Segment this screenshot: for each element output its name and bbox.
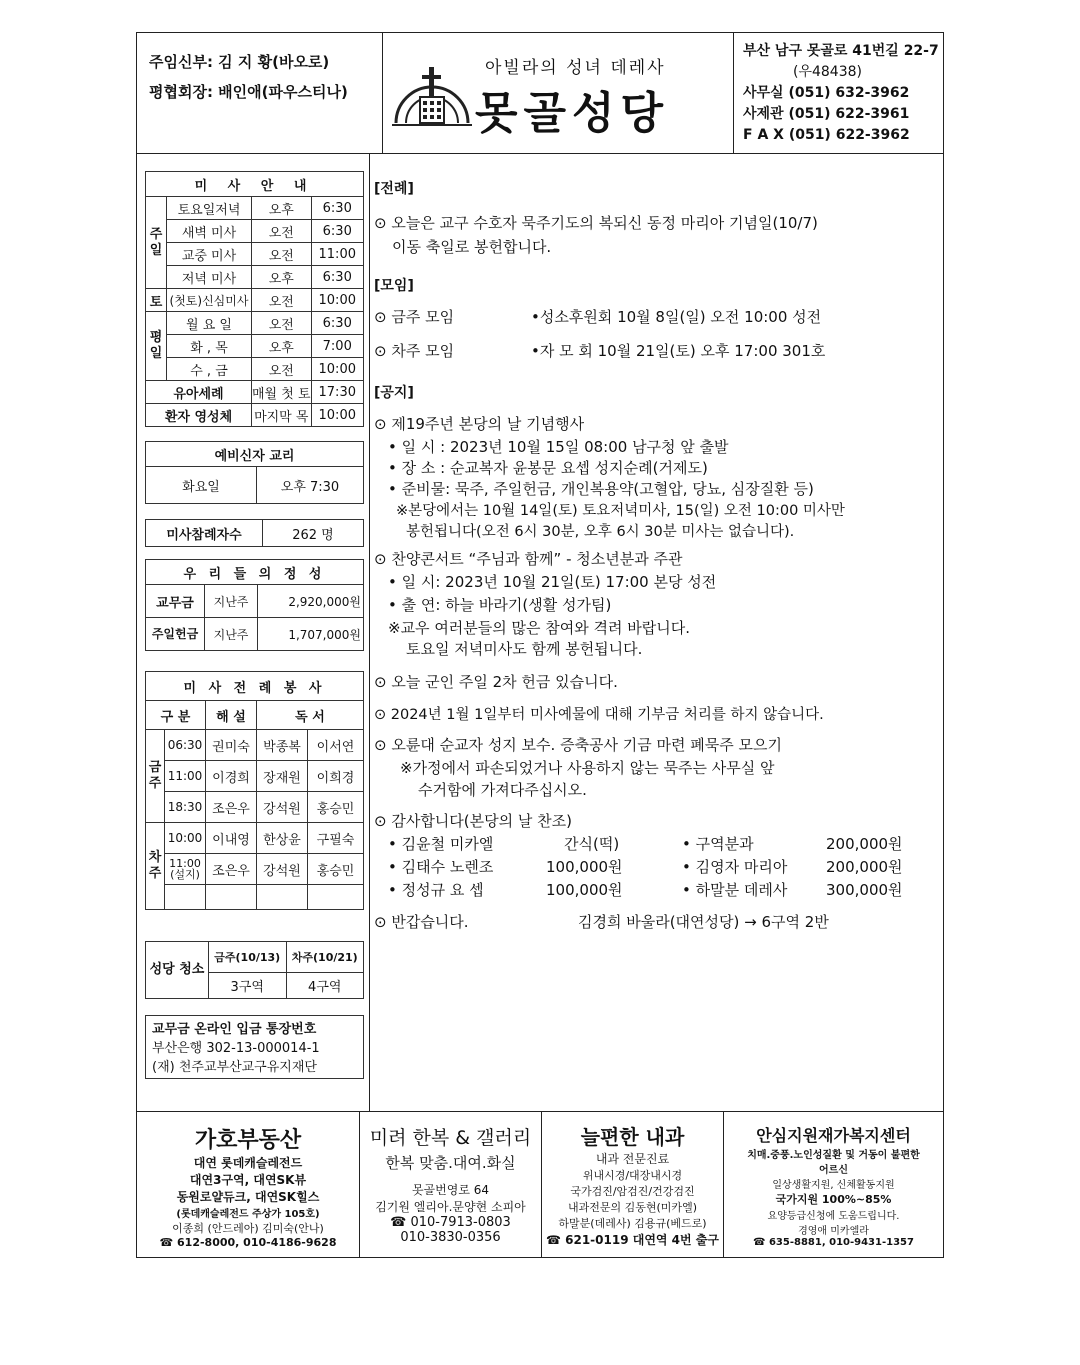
reader-2: 홍승민 — [308, 792, 364, 823]
notice-line: • 일 시: 2023년 10월 21일(토) 17:00 본당 성전 — [388, 573, 717, 591]
cleaning-next-value: 4구역 — [286, 972, 364, 998]
cleaning-this-week: 금주(10/13) — [209, 942, 287, 973]
sick-communion-label: 환자 영성체 — [146, 404, 252, 427]
ad-line: 동원로얄듀크, 대연SK힐스 — [176, 1190, 320, 1204]
account-box — [145, 1015, 364, 1079]
liturgy-line: ⊙ 오늘은 교구 수호자 묵주기도의 복되신 동정 마리아 기념일(10/7) — [374, 214, 818, 232]
attendance-table — [145, 519, 364, 547]
ad-line: 한복 맞춤.대여.화실 — [385, 1154, 516, 1172]
reader-2: 이희경 — [308, 761, 364, 792]
header-left — [149, 47, 348, 107]
donor-amount: 100,000원 — [546, 881, 623, 899]
mass-time: 6:30 — [311, 266, 364, 289]
section-meeting: [모임] — [374, 278, 414, 294]
liturgy-time-note: (설지) — [170, 868, 200, 881]
reader-2: 이서연 — [308, 730, 364, 761]
infant-baptism-when: 매월 첫 토 — [252, 381, 312, 404]
account-title: 교무금 온라인 입금 통장번호 — [152, 1022, 317, 1037]
mass-ampm: 오전 — [252, 312, 312, 335]
donor-name: • 김영자 마리아 — [682, 858, 788, 876]
cleaning-table — [145, 941, 364, 999]
donor-name: • 하말분 데레사 — [682, 881, 788, 899]
office-phone: 사무실 (051) 632-3962 — [743, 85, 910, 101]
ad-line: ☎ 612-8000, 010-4186-9628 — [159, 1236, 337, 1249]
account-holder: (재) 천주교부산교구유지재단 — [152, 1060, 317, 1075]
notice-line: • 준비물: 묵주, 주일헌금, 개인복용약(고혈압, 당뇨, 심장질환 등) — [388, 480, 814, 498]
notice-line: ⊙ 제19주년 본당의 날 기념행사 — [374, 415, 585, 433]
mass-name: 토요일저녁 — [167, 197, 252, 220]
section-notice: [공지] — [374, 385, 414, 401]
ad-line: (롯데캐슬레전드 주상가 105호) — [176, 1209, 320, 1220]
liturgy-time-cell — [165, 854, 206, 885]
notice-line: 봉헌됩니다(오전 6시 30분, 오후 6시 30분 미사는 없습니다). — [406, 524, 795, 540]
saturday-label: 토 — [146, 289, 167, 312]
mass-ampm: 오전 — [252, 220, 312, 243]
ad-line: 어르신 — [819, 1165, 848, 1176]
reader-2: 홍승민 — [308, 854, 364, 885]
church-logo-icon — [392, 63, 472, 133]
liturgy-time: 06:30 — [165, 730, 206, 761]
donor-amount: 100,000원 — [546, 858, 623, 876]
mass-ampm: 오전 — [252, 358, 312, 381]
ad-title: 안심지원재가복지센터 — [756, 1126, 911, 1145]
cleaning-this-value: 3구역 — [209, 972, 287, 998]
ad-line: ☎ 635-8881, 010-9431-1357 — [753, 1237, 914, 1248]
notice-line: ※가정에서 파손되었거나 사용하지 않는 묵주는 사무실 앞 — [400, 759, 775, 777]
attendance-label: 미사참례자수 — [146, 520, 263, 547]
liturgy-line: 이동 축일로 봉헌합니다. — [392, 238, 552, 256]
commentator: 이내영 — [206, 823, 257, 854]
ad-welfare-center — [724, 1113, 943, 1259]
mass-name: 교중 미사 — [167, 243, 252, 266]
notice-line: ⊙ 오륜대 순교자 성지 보수. 증축공사 기금 마련 폐묵주 모으기 — [374, 736, 783, 754]
notice-line: • 장 소 : 순교복자 윤봉문 요셉 성지순례(거제도) — [388, 459, 708, 477]
ad-title: 미려 한복 & 갤러리 — [369, 1127, 532, 1149]
donor-amount: 200,000원 — [826, 858, 903, 876]
mass-name: 저녁 미사 — [167, 266, 252, 289]
ad-line: ☎ 621-0119 대연역 4번 출구 — [546, 1233, 719, 1247]
offering-amount: 1,707,000원 — [258, 618, 364, 651]
meeting-detail: •자 모 회 10월 21일(토) 오후 17:00 301호 — [531, 342, 826, 360]
offering-table — [145, 559, 364, 651]
mass-time: 10:00 — [311, 358, 364, 381]
ad-line: 국가검진/암검진/건강검진 — [570, 1185, 695, 1198]
this-week-label: 금주 — [146, 730, 165, 823]
liturgy-table — [145, 671, 364, 910]
mass-name: 월 요 일 — [167, 312, 252, 335]
mass-name: (첫토)신심미사 — [167, 289, 252, 312]
donor-name: • 구역분과 — [682, 835, 754, 853]
sick-communion-when: 마지막 목 — [252, 404, 312, 427]
notice-line: • 출 연: 하늘 바라기(생활 성가팀) — [388, 596, 612, 614]
church-title: 못골성당 — [475, 88, 670, 139]
ad-line: 이종희 (안드레아) 김미숙(안나) — [172, 1222, 324, 1235]
notice-line: ⊙ 2024년 1월 1일부터 미사예물에 대해 기부금 처리를 하지 않습니다. — [374, 707, 824, 723]
mass-name: 새벽 미사 — [167, 220, 252, 243]
mass-ampm: 오전 — [252, 289, 312, 312]
offering-period: 지난주 — [205, 585, 258, 618]
donor-name: • 김태수 노렌조 — [388, 858, 494, 876]
welcome-detail: 김경희 바울라(대연성당) → 6구역 2반 — [578, 913, 829, 931]
commentator: 조은우 — [206, 854, 257, 885]
sick-communion-time: 10:00 — [311, 404, 364, 427]
ad-clinic — [542, 1113, 723, 1259]
weekday-label: 평일 — [146, 312, 167, 381]
liturgy-time: 11:00 — [169, 857, 201, 870]
reader-2: 구필숙 — [308, 823, 364, 854]
col-reading: 독 서 — [257, 701, 364, 730]
notice-line: ※본당에서는 10월 14일(토) 토요저녁미사, 15(일) 오전 10:00 미사만 — [396, 503, 845, 519]
meeting-detail: •성소후원회 10월 8일(일) 오전 10:00 성전 — [531, 308, 822, 326]
next-week-label: 차주 — [146, 823, 165, 910]
reader-1: 강석원 — [257, 792, 308, 823]
zipcode: (우48438) — [793, 64, 862, 80]
reader-1: 한상윤 — [257, 823, 308, 854]
ad-line: 하말분(데레사) 김용규(베드로) — [558, 1217, 707, 1230]
notice-line: ⊙ 오늘 군인 주일 2차 헌금 있습니다. — [374, 673, 618, 691]
mass-name: 화 , 목 — [167, 335, 252, 358]
offering-label: 주일헌금 — [146, 618, 205, 651]
commentator: 조은우 — [206, 792, 257, 823]
ad-title: 가호부동산 — [194, 1128, 302, 1153]
liturgy-time: 10:00 — [165, 823, 206, 854]
address: 부산 남구 못골로 41번길 22-7 — [743, 43, 939, 59]
ad-line: 010-3830-0356 — [400, 1230, 501, 1245]
mass-time: 10:00 — [311, 289, 364, 312]
col-commentary: 해 설 — [206, 701, 257, 730]
commentator: 권미숙 — [206, 730, 257, 761]
council-president: 평협회장: 배인애(파우스티나) — [149, 83, 348, 101]
ad-title: 늘편한 내과 — [580, 1125, 685, 1149]
ad-line: 경영애 미카엘라 — [798, 1226, 869, 1237]
infant-baptism-time: 17:30 — [311, 381, 364, 404]
offering-label: 교무금 — [146, 585, 205, 618]
catechumen-day: 화요일 — [146, 467, 257, 504]
mass-ampm: 오후 — [252, 197, 312, 220]
notice-line: 수거함에 가져다주십시오. — [418, 781, 587, 799]
account-number: 부산은행 302-13-000014-1 — [152, 1041, 320, 1056]
meeting-label: ⊙ 차주 모임 — [374, 342, 455, 360]
mass-name: 수 , 금 — [167, 358, 252, 381]
fax-number: F A X (051) 622-3962 — [743, 127, 910, 143]
liturgy-time: 11:00 — [165, 761, 206, 792]
mass-time: 7:00 — [311, 335, 364, 358]
ad-line: 대연3구역, 대연SK뷰 — [189, 1173, 307, 1187]
mass-ampm: 오전 — [252, 243, 312, 266]
ad-realestate — [137, 1113, 359, 1259]
ad-line: 요양등급신청에 도움드립니다. — [767, 1211, 900, 1222]
ad-line: ☎ 010-7913-0803 — [390, 1215, 511, 1230]
bulletin-page — [136, 32, 944, 1258]
notice-line: ⊙ 반갑습니다. — [374, 913, 469, 931]
ad-line: 내과전문의 김동현(미카엘) — [568, 1201, 697, 1214]
cleaning-label: 성당 청소 — [146, 942, 209, 999]
notice-line: 토요일 저녁미사도 함께 봉헌됩니다. — [406, 640, 643, 658]
ad-line: 못골번영로 64 — [411, 1183, 490, 1197]
mass-ampm: 오후 — [252, 266, 312, 289]
donor-amount: 200,000원 — [826, 835, 903, 853]
commentator: 이경희 — [206, 761, 257, 792]
subtitle: 아빌라의 성녀 데레사 — [485, 58, 666, 78]
mass-time: 6:30 — [311, 220, 364, 243]
contact-info — [743, 41, 939, 146]
mass-time: 6:30 — [311, 197, 364, 220]
col-section: 구 분 — [146, 701, 206, 730]
cleaning-next-week: 차주(10/21) — [286, 942, 364, 973]
mass-time: 6:30 — [311, 312, 364, 335]
ad-line: 국가지원 100%~85% — [775, 1193, 892, 1206]
ad-line: 내과 전문진료 — [595, 1152, 670, 1166]
sunday-label: 주일 — [146, 197, 167, 289]
liturgy-time: 18:30 — [165, 792, 206, 823]
donor-amount: 간식(떡) — [564, 835, 620, 853]
reader-1: 장재원 — [257, 761, 308, 792]
catechumen-table — [145, 441, 364, 504]
catechumen-time: 오후 7:30 — [257, 467, 364, 504]
ad-line: 치매.중풍.노인성질환 및 거동이 불편한 — [747, 1150, 920, 1161]
attendance-value: 262 명 — [263, 520, 364, 547]
mass-schedule-table — [145, 171, 364, 427]
infant-baptism-label: 유아세례 — [146, 381, 252, 404]
ad-line: 대연 롯데캐슬레전드 — [193, 1156, 303, 1170]
notice-line: ⊙ 찬양콘서트 “주님과 함께” - 청소년분과 주관 — [374, 550, 683, 568]
offering-period: 지난주 — [205, 618, 258, 651]
offering-amount: 2,920,000원 — [258, 585, 364, 618]
donor-name: • 정성규 요 셉 — [388, 881, 484, 899]
notice-line: ⊙ 감사합니다(본당의 날 찬조) — [374, 812, 572, 830]
ad-line: 위내시경/대장내시경 — [582, 1169, 683, 1182]
mass-ampm: 오후 — [252, 335, 312, 358]
notice-line: • 일 시 : 2023년 10월 15일 08:00 남구청 앞 출발 — [388, 438, 729, 456]
mass-schedule-title: 미 사 안 내 — [146, 172, 364, 197]
catechumen-title: 예비신자 교리 — [146, 442, 364, 467]
liturgy-title: 미 사 전 례 봉 사 — [146, 672, 364, 701]
reader-1: 박종복 — [257, 730, 308, 761]
section-liturgy: [전례] — [374, 181, 414, 197]
mass-time: 11:00 — [311, 243, 364, 266]
rectory-phone: 사제관 (051) 622-3961 — [743, 106, 910, 122]
donor-amount: 300,000원 — [826, 881, 903, 899]
offering-title: 우 리 들 의 정 성 — [146, 560, 364, 585]
ad-line: 일상생활지원, 신체활동지원 — [772, 1180, 895, 1191]
donor-name: • 김윤철 미카엘 — [388, 835, 494, 853]
reader-1: 강석원 — [257, 854, 308, 885]
ad-line: 김기원 엘리아.문양현 소피아 — [375, 1200, 526, 1214]
ad-hanbok — [360, 1113, 541, 1259]
meeting-label: ⊙ 금주 모임 — [374, 308, 455, 326]
pastor-name: 주임신부: 김 지 황(바오로) — [149, 53, 330, 71]
notice-line: ※교우 여러분들의 많은 참여와 격려 바랍니다. — [388, 619, 690, 637]
